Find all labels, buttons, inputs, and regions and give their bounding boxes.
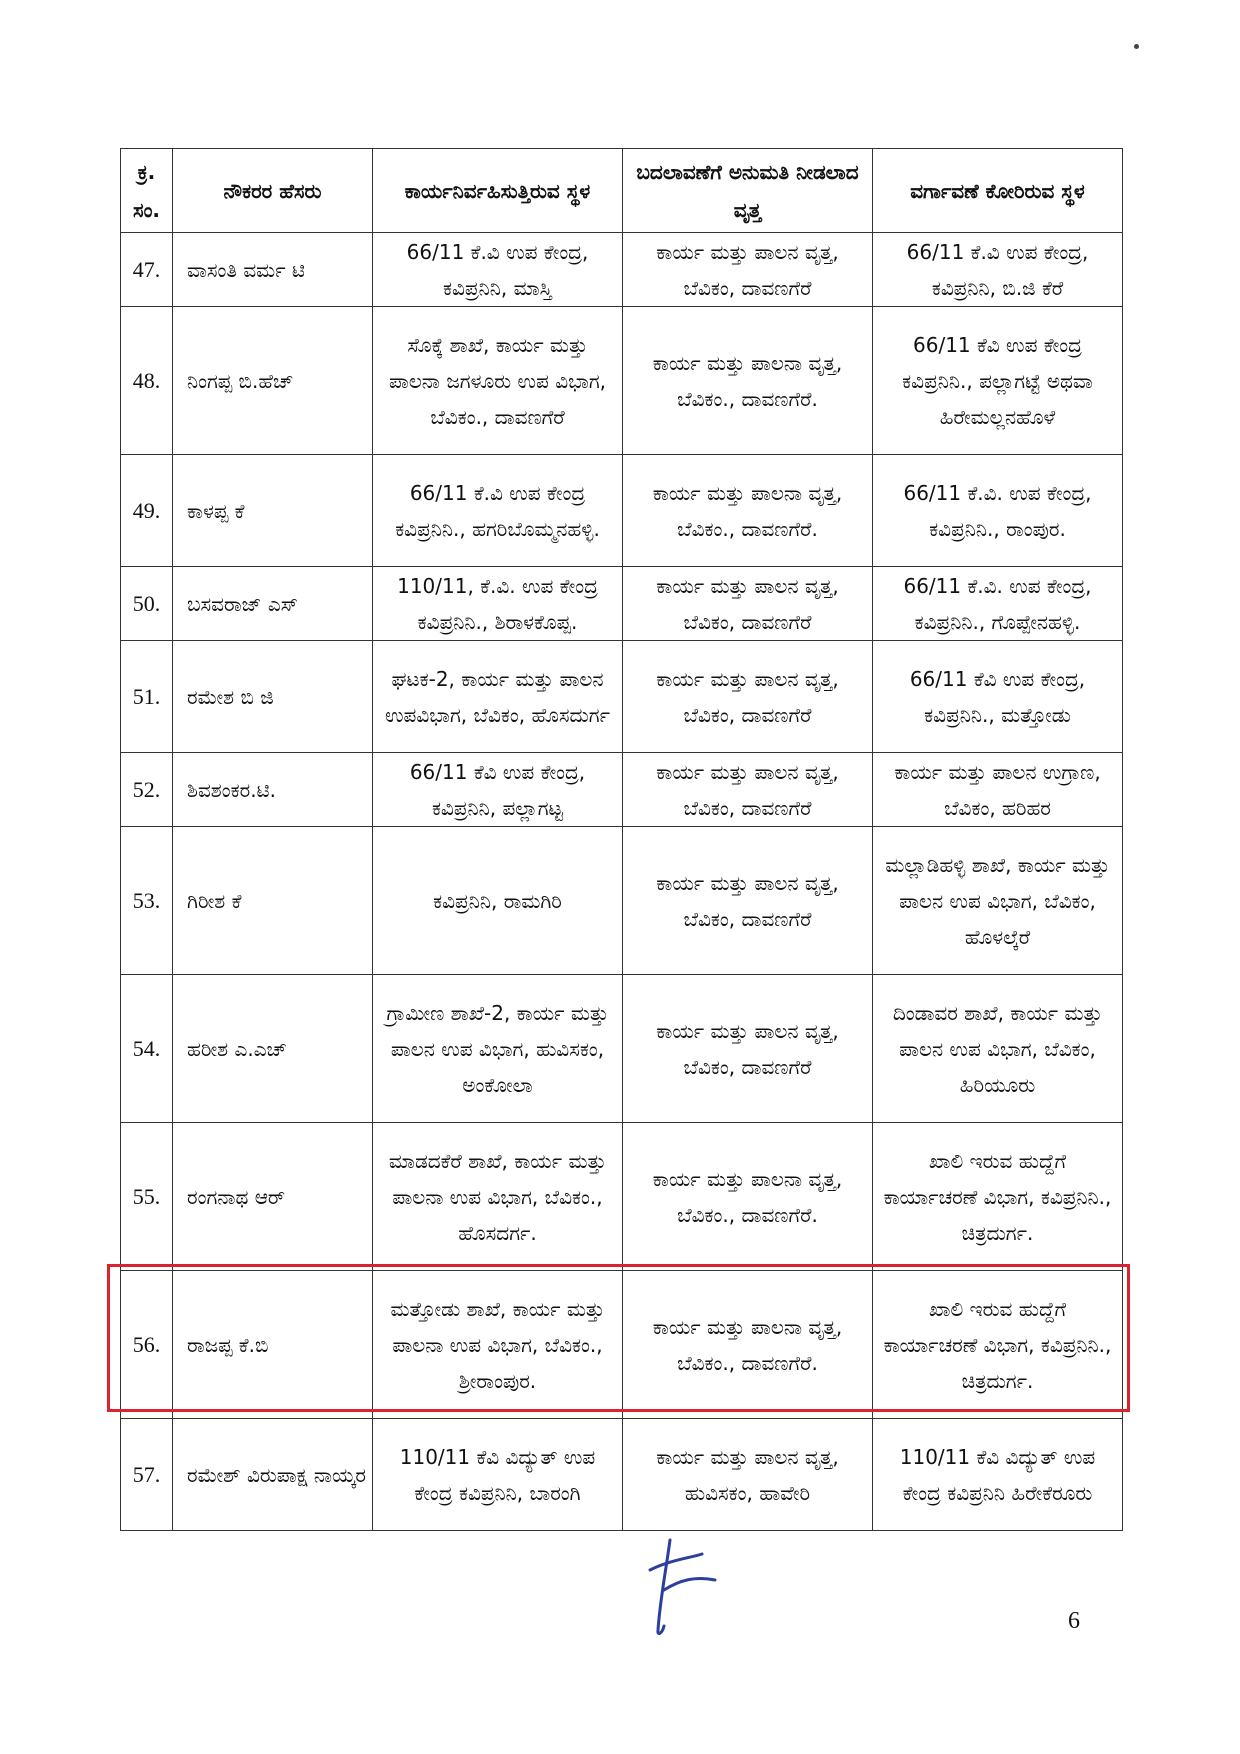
employee-name: ಕಾಳಪ್ಪ ಕೆ bbox=[173, 455, 373, 567]
requested-place: ಖಾಲಿ ಇರುವ ಹುದ್ದೆಗೆ ಕಾರ್ಯಾಚರಣೆ ವಿಭಾಗ, ಕವಿಪ್ರನಿನಿ., ಚಿತ್ರದುರ್ಗ. bbox=[873, 1271, 1123, 1419]
permitted-circle: ಕಾರ್ಯ ಮತ್ತು ಪಾಲನಾ ವೃತ್ತ, ಬೆವಿಕಂ., ದಾವಣಗೆರೆ. bbox=[623, 1271, 873, 1419]
current-place: 110/11 ಕೆವಿ ವಿದ್ಯುತ್ ಉಪ ಕೇಂದ್ರ ಕವಿಪ್ರನಿನಿ, ಬಾರಂಗಿ bbox=[373, 1419, 623, 1531]
requested-place: 66/11 ಕೆವಿ ಉಪ ಕೇಂದ್ರ, ಕವಿಪ್ರನಿನಿ., ಮತ್ತೋಡು bbox=[873, 641, 1123, 753]
transfer-table bbox=[120, 148, 1123, 1531]
permitted-circle: ಕಾರ್ಯ ಮತ್ತು ಪಾಲನ ವೃತ್ತ, ಬೆವಿಕಂ, ದಾವಣಗೆರೆ bbox=[623, 827, 873, 975]
table-row-highlighted bbox=[121, 1271, 1123, 1419]
permitted-circle: ಕಾರ್ಯ ಮತ್ತು ಪಾಲನ ವೃತ್ತ, ಬೆವಿಕಂ, ದಾವಣಗೆರೆ bbox=[623, 641, 873, 753]
employee-name: ಹರೀಶ ಎ.ಎಚ್ bbox=[173, 975, 373, 1123]
employee-name: ರಂಗನಾಥ ಆರ್ bbox=[173, 1123, 373, 1271]
header-employee-name: ನೌಕರರ ಹೆಸರು bbox=[173, 149, 373, 233]
header-current-place: ಕಾರ್ಯನಿರ್ವಹಿಸುತ್ತಿರುವ ಸ್ಥಳ bbox=[373, 149, 623, 233]
serial-no: 52. bbox=[121, 753, 173, 827]
serial-no: 50. bbox=[121, 567, 173, 641]
table-row bbox=[121, 233, 1123, 307]
requested-place: ಖಾಲಿ ಇರುವ ಹುದ್ದೆಗೆ ಕಾರ್ಯಾಚರಣೆ ವಿಭಾಗ, ಕವಿಪ್ರನಿನಿ., ಚಿತ್ರದುರ್ಗ. bbox=[873, 1123, 1123, 1271]
table-row bbox=[121, 975, 1123, 1123]
permitted-circle: ಕಾರ್ಯ ಮತ್ತು ಪಾಲನಾ ವೃತ್ತ, ಬೆವಿಕಂ., ದಾವಣಗೆರೆ. bbox=[623, 307, 873, 455]
current-place: ಮಾಡದಕೆರೆ ಶಾಖೆ, ಕಾರ್ಯ ಮತ್ತು ಪಾಲನಾ ಉಪ ವಿಭಾಗ, ಬೆವಿಕಂ., ಹೊಸದರ್ಗ. bbox=[373, 1123, 623, 1271]
serial-no: 47. bbox=[121, 233, 173, 307]
table-row bbox=[121, 1419, 1123, 1531]
permitted-circle: ಕಾರ್ಯ ಮತ್ತು ಪಾಲನ ವೃತ್ತ, ಬೆವಿಕಂ, ದಾವಣಗೆರೆ bbox=[623, 233, 873, 307]
table-row bbox=[121, 827, 1123, 975]
current-place: 66/11 ಕೆ.ವಿ ಉಪ ಕೇಂದ್ರ ಕವಿಪ್ರನಿನಿ., ಹಗರಿಬೊಮ್ಮನಹಳ್ಳಿ. bbox=[373, 455, 623, 567]
requested-place: 66/11 ಕೆ.ವಿ ಉಪ ಕೇಂದ್ರ, ಕವಿಪ್ರನಿನಿ, ಬಿ.ಜಿ ಕೆರೆ bbox=[873, 233, 1123, 307]
serial-no: 56. bbox=[121, 1271, 173, 1419]
employee-name: ರಾಜಪ್ಪ ಕೆ.ಬಿ bbox=[173, 1271, 373, 1419]
employee-name: ರಮೇಶ್ ವಿರುಪಾಕ್ಷ ನಾಯ್ಕರ bbox=[173, 1419, 373, 1531]
current-place: ಮತ್ತೋಡು ಶಾಖೆ, ಕಾರ್ಯ ಮತ್ತು ಪಾಲನಾ ಉಪ ವಿಭಾಗ, ಬೆವಿಕಂ., ಶ್ರೀರಾಂಪುರ. bbox=[373, 1271, 623, 1419]
employee-name: ಬಸವರಾಜ್ ಎಸ್ bbox=[173, 567, 373, 641]
current-place: ಘಟಕ-2, ಕಾರ್ಯ ಮತ್ತು ಪಾಲನ ಉಪವಿಭಾಗ, ಬೆವಿಕಂ, ಹೊಸದುರ್ಗ bbox=[373, 641, 623, 753]
requested-place: 66/11 ಕೆ.ವಿ. ಉಪ ಕೇಂದ್ರ, ಕವಿಪ್ರನಿನಿ., ಗೊಪ್ಪೇನಹಳ್ಳಿ. bbox=[873, 567, 1123, 641]
requested-place: ಮಲ್ಲಾಡಿಹಳ್ಳಿ ಶಾಖೆ, ಕಾರ್ಯ ಮತ್ತು ಪಾಲನ ಉಪ ವಿಭಾಗ, ಬೆವಿಕಂ, ಹೊಳಲ್ಕೆರೆ bbox=[873, 827, 1123, 975]
header-requested-place: ವರ್ಗಾವಣೆ ಕೋರಿರುವ ಸ್ಥಳ bbox=[873, 149, 1123, 233]
serial-no: 53. bbox=[121, 827, 173, 975]
header-permitted-circle: ಬದಲಾವಣೆಗೆ ಅನುಮತಿ ನೀಡಲಾದ ವೃತ್ತ bbox=[623, 149, 873, 233]
employee-name: ನಿಂಗಪ್ಪ ಬಿ.ಹೆಚ್ bbox=[173, 307, 373, 455]
table-header-row bbox=[121, 149, 1123, 233]
permitted-circle: ಕಾರ್ಯ ಮತ್ತು ಪಾಲನಾ ವೃತ್ತ, ಬೆವಿಕಂ., ದಾವಣಗೆರೆ. bbox=[623, 1123, 873, 1271]
serial-no: 48. bbox=[121, 307, 173, 455]
table-row bbox=[121, 567, 1123, 641]
requested-place: 66/11 ಕೆ.ವಿ. ಉಪ ಕೇಂದ್ರ, ಕವಿಪ್ರನಿನಿ., ರಾಂಪುರ. bbox=[873, 455, 1123, 567]
table-row bbox=[121, 641, 1123, 753]
employee-name: ಶಿವಶಂಕರ.ಟಿ. bbox=[173, 753, 373, 827]
table-row bbox=[121, 753, 1123, 827]
serial-no: 55. bbox=[121, 1123, 173, 1271]
current-place: 66/11 ಕೆ.ವಿ ಉಪ ಕೇಂದ್ರ, ಕವಿಪ್ರನಿನಿ, ಮಾಸ್ತಿ bbox=[373, 233, 623, 307]
current-place: 110/11, ಕೆ.ವಿ. ಉಪ ಕೇಂದ್ರ ಕವಿಪ್ರನಿನಿ., ಶಿರಾಳಕೊಪ್ಪ. bbox=[373, 567, 623, 641]
page-number: 6 bbox=[1068, 1608, 1080, 1634]
permitted-circle: ಕಾರ್ಯ ಮತ್ತು ಪಾಲನಾ ವೃತ್ತ, ಬೆವಿಕಂ., ದಾವಣಗೆರೆ. bbox=[623, 455, 873, 567]
table-row bbox=[121, 1123, 1123, 1271]
permitted-circle: ಕಾರ್ಯ ಮತ್ತು ಪಾಲನ ವೃತ್ತ, ಬೆವಿಕಂ, ದಾವಣಗೆರೆ bbox=[623, 567, 873, 641]
current-place: ಸೊಕ್ಕೆ ಶಾಖೆ, ಕಾರ್ಯ ಮತ್ತು ಪಾಲನಾ ಜಗಳೂರು ಉಪ ವಿಭಾಗ, ಬೆವಿಕಂ., ದಾವಣಗೆರೆ bbox=[373, 307, 623, 455]
table-row bbox=[121, 455, 1123, 567]
serial-no: 54. bbox=[121, 975, 173, 1123]
permitted-circle: ಕಾರ್ಯ ಮತ್ತು ಪಾಲನ ವೃತ್ತ, ಬೆವಿಕಂ, ದಾವಣಗೆರೆ bbox=[623, 753, 873, 827]
scan-speck bbox=[1134, 44, 1139, 49]
current-place: 66/11 ಕೆವಿ ಉಪ ಕೇಂದ್ರ, ಕವಿಪ್ರನಿನಿ, ಪಲ್ಲಾಗಟ್ಟ bbox=[373, 753, 623, 827]
current-place: ಗ್ರಾಮೀಣ ಶಾಖೆ-2, ಕಾರ್ಯ ಮತ್ತು ಪಾಲನ ಉಪ ವಿಭಾಗ, ಹುವಿಸಕಂ, ಅಂಕೋಲಾ bbox=[373, 975, 623, 1123]
current-place: ಕವಿಪ್ರನಿನಿ, ರಾಮಗಿರಿ bbox=[373, 827, 623, 975]
permitted-circle: ಕಾರ್ಯ ಮತ್ತು ಪಾಲನ ವೃತ್ತ, ಬೆವಿಕಂ, ದಾವಣಗೆರೆ bbox=[623, 975, 873, 1123]
table-row bbox=[121, 307, 1123, 455]
serial-no: 51. bbox=[121, 641, 173, 753]
serial-no: 49. bbox=[121, 455, 173, 567]
handwritten-signature bbox=[640, 1530, 740, 1640]
employee-name: ವಾಸಂತಿ ವರ್ಮ ಟಿ bbox=[173, 233, 373, 307]
requested-place: 110/11 ಕೆವಿ ವಿದ್ಯುತ್ ಉಪ ಕೇಂದ್ರ ಕವಿಪ್ರನಿನಿ ಹಿರೇಕೆರೂರು bbox=[873, 1419, 1123, 1531]
employee-name: ರಮೇಶ ಬಿ ಜಿ bbox=[173, 641, 373, 753]
permitted-circle: ಕಾರ್ಯ ಮತ್ತು ಪಾಲನ ವೃತ್ತ, ಹುವಿಸಕಂ, ಹಾವೇರಿ bbox=[623, 1419, 873, 1531]
requested-place: 66/11 ಕೆವಿ ಉಪ ಕೇಂದ್ರ ಕವಿಪ್ರನಿನಿ., ಪಲ್ಲಾಗಟ್ಟೆ ಅಥವಾ ಹಿರೇಮಲ್ಲನಹೊಳೆ bbox=[873, 307, 1123, 455]
requested-place: ದಿಂಡಾವರ ಶಾಖೆ, ಕಾರ್ಯ ಮತ್ತು ಪಾಲನ ಉಪ ವಿಭಾಗ, ಬೆವಿಕಂ, ಹಿರಿಯೂರು bbox=[873, 975, 1123, 1123]
requested-place: ಕಾರ್ಯ ಮತ್ತು ಪಾಲನ ಉಗ್ರಾಣ, ಬೆವಿಕಂ, ಹರಿಹರ bbox=[873, 753, 1123, 827]
serial-no: 57. bbox=[121, 1419, 173, 1531]
header-serial-no: ಕ್ರ. ಸಂ. bbox=[121, 149, 173, 233]
employee-name: ಗಿರೀಶ ಕೆ bbox=[173, 827, 373, 975]
